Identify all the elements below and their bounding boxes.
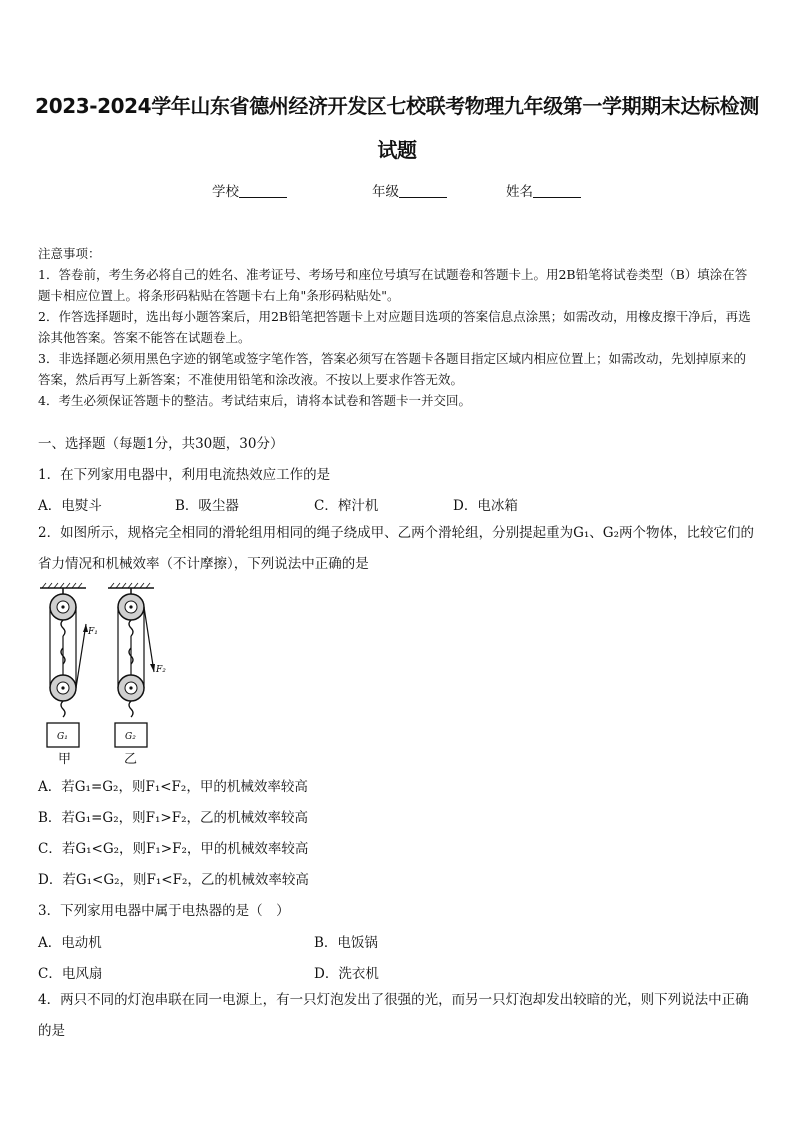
rope bbox=[144, 607, 154, 672]
notice-heading: 注意事项： bbox=[38, 246, 101, 261]
weight-label-g2: G₂ bbox=[125, 732, 136, 742]
notice-item: 1．答卷前，考生务必将自己的姓名、准考证号、考场号和座位号填写在试题卷和答题卡上。用2B铅笔将试卷类型（B）填涂在答题卡相应位置上。将条形码粘贴在答题卡右上角"条形码粘贴处"。 bbox=[38, 267, 748, 303]
question-1-option-c: C．榨汁机 bbox=[314, 498, 379, 514]
school-blank[interactable] bbox=[239, 183, 287, 198]
name-blank[interactable] bbox=[533, 183, 581, 198]
weight-label-g1: G₁ bbox=[57, 732, 68, 742]
figure-label-yi: 乙 bbox=[124, 752, 138, 767]
question-2-stem-block bbox=[38, 518, 758, 580]
question-2-option-a: A．若G₁=G₂，则F₁<F₂，甲的机械效率较高 bbox=[38, 779, 308, 795]
question-4-stem: 4．两只不同的灯泡串联在同一电源上，有一只灯泡发出了很强的光，而另一只灯泡却发出较暗的光，则下列说法中正确的是 bbox=[38, 992, 749, 1039]
question-2-stem: 2．如图所示，规格完全相同的滑轮组用相同的绳子绕成甲、乙两个滑轮组，分别提起重为G₁、G₂两个物体，比较它们的省力情况和机械效率（不计摩擦），下列说法中正确的是 bbox=[38, 525, 754, 572]
question-2-option-b: B．若G₁=G₂，则F₁>F₂，乙的机械效率较高 bbox=[38, 810, 308, 826]
question-3-option-b: B．电饭锅 bbox=[314, 935, 378, 951]
school-field bbox=[212, 180, 287, 200]
page-title: 2023-2024学年山东省德州经济开发区七校联考物理九年级第一学期期末达标检测试题 bbox=[35, 94, 759, 162]
rope bbox=[76, 624, 86, 688]
section-heading: 一、选择题（每题1分，共30题，30分） bbox=[38, 436, 284, 452]
question-3-stem: 3．下列家用电器中属于电热器的是（ ） bbox=[38, 903, 290, 919]
pulley-figure bbox=[38, 580, 178, 770]
question-2-option-d: D．若G₁<G₂，则F₁<F₂，乙的机械效率较高 bbox=[38, 872, 309, 888]
school-label: 学校 bbox=[212, 184, 239, 200]
grade-label: 年级 bbox=[372, 184, 399, 200]
notice-item: 4．考生必须保证答题卡的整洁。考试结束后，请将本试卷和答题卡一并交回。 bbox=[38, 393, 471, 408]
notice-item: 3．非选择题必须用黑色字迹的钢笔或签字笔作答，答案必须写在答题卡各题目指定区域内相应位置上；如需改动，先划掉原来的答案，然后再写上新答案；不准使用铅笔和涂改液。不按以上要求作答无效。 bbox=[38, 351, 746, 387]
notice-item: 2．作答选择题时，选出每小题答案后，用2B铅笔把答题卡上对应题目选项的答案信息点涂黑；如需改动，用橡皮擦干净后，再选涂其他答案。答案不能答在试题卷上。 bbox=[38, 309, 751, 345]
figure-label-jia: 甲 bbox=[58, 752, 72, 767]
pulley-diagram bbox=[38, 580, 178, 770]
question-2-option-c: C．若G₁<G₂，则F₁>F₂，甲的机械效率较高 bbox=[38, 841, 309, 857]
question-3-option-c: C．电风扇 bbox=[38, 966, 103, 982]
notice-block bbox=[38, 243, 758, 411]
question-1-option-b: B．吸尘器 bbox=[175, 498, 239, 514]
name-field bbox=[506, 180, 581, 200]
force-label-f2: F₂ bbox=[156, 665, 166, 675]
question-3-option-a: A．电动机 bbox=[38, 935, 102, 951]
grade-field bbox=[372, 180, 447, 200]
name-label: 姓名 bbox=[506, 184, 533, 200]
question-4-stem-block bbox=[38, 985, 758, 1047]
force-label-f1: F₁ bbox=[88, 627, 98, 637]
question-1-option-d: D．电冰箱 bbox=[453, 498, 518, 514]
grade-blank[interactable] bbox=[399, 183, 447, 198]
question-1-option-a: A．电熨斗 bbox=[38, 498, 102, 514]
question-1-stem: 1．在下列家用电器中，利用电流热效应工作的是 bbox=[38, 467, 331, 483]
question-3-option-d: D．洗衣机 bbox=[314, 966, 379, 982]
